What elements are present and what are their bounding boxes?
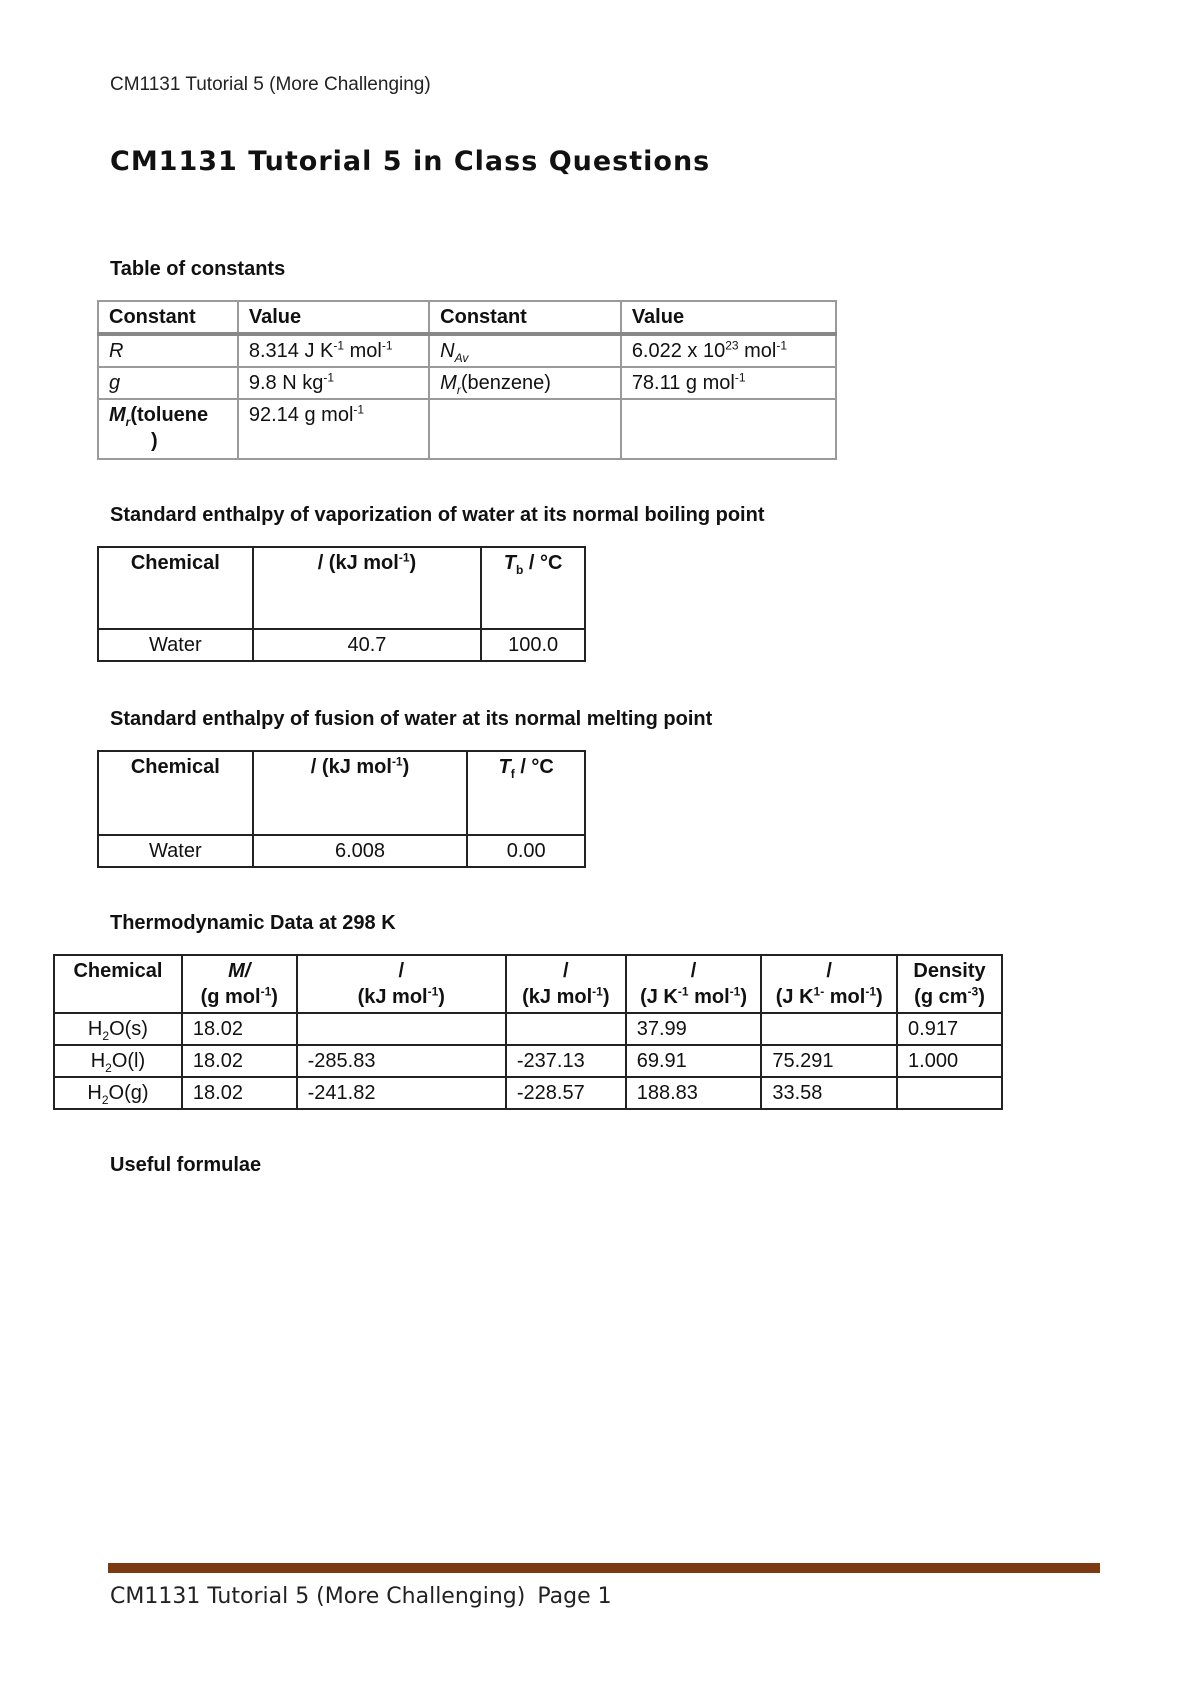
footer-divider [108, 1563, 1100, 1573]
gibbs-cell [506, 1013, 626, 1045]
chemical-cell: $H_2O(s)$ [54, 1013, 182, 1045]
gibbs-cell: -237.13 [506, 1045, 626, 1077]
fusion-table [97, 750, 586, 868]
enthalpy-cell: 6.008 [253, 835, 468, 867]
header-cell: M/ (g mol$^{-1}$) [182, 955, 297, 1013]
header-cell: $T_f / ^\circ C$ [467, 751, 585, 835]
entropy-cell: 37.99 [626, 1013, 762, 1045]
formulae-heading: Useful formulae [110, 1154, 262, 1176]
chemical-cell: $H_2O(g)$ [54, 1077, 182, 1109]
enthalpy-cell: 40.7 [253, 629, 482, 661]
constants-heading: Table of constants [110, 258, 286, 280]
heat-capacity-cell: 75.291 [761, 1045, 897, 1077]
header-cell: / (kJ mol$^{-1}$) [297, 955, 506, 1013]
header-cell: / (kJ mol$^{-1}$) [253, 547, 482, 629]
heat-capacity-cell [761, 1013, 897, 1045]
value-cell: 9.8 N $kg^{-1}$ [238, 367, 429, 399]
constant-cell: R [98, 334, 238, 367]
value-cell: 78.11 g mol$^{-1}$ [621, 367, 836, 399]
chemical-cell: $H_2O(l)$ [54, 1045, 182, 1077]
table-row [98, 835, 585, 867]
chemical-cell: Water [98, 835, 253, 867]
enthalpy-cell [297, 1013, 506, 1045]
enthalpy-cell: -285.83 [297, 1045, 506, 1077]
value-cell: 8.314 J $K^{-1}$ mol$^{-1}$ [238, 334, 429, 367]
header-cell: Density (g $cm^{-3}$) [897, 955, 1002, 1013]
empty-cell [621, 399, 836, 459]
constants-table [97, 300, 837, 460]
constant-cell: $M_r(benzene)$ [429, 367, 621, 399]
entropy-cell: 69.91 [626, 1045, 762, 1077]
vaporization-table [97, 546, 586, 662]
chemical-cell: Water [98, 629, 253, 661]
header-cell: $T_b / ^\circ C$ [481, 547, 585, 629]
constant-cell: $N_{Av}$ [429, 334, 621, 367]
page-footer [110, 1584, 612, 1609]
molar-mass-cell: 18.02 [182, 1013, 297, 1045]
temperature-cell: 100.0 [481, 629, 585, 661]
table-row [98, 367, 836, 399]
page-number: Page 1 [537, 1584, 612, 1609]
density-cell: 0.917 [897, 1013, 1002, 1045]
table-row [54, 1077, 1002, 1109]
header-cell: Value [621, 301, 836, 334]
molar-mass-cell: 18.02 [182, 1045, 297, 1077]
footer-text: CM1131 Tutorial 5 (More Challenging) [110, 1584, 526, 1609]
empty-cell [429, 399, 621, 459]
gibbs-cell: -228.57 [506, 1077, 626, 1109]
table-header-row [54, 955, 1002, 1013]
enthalpy-cell: -241.82 [297, 1077, 506, 1109]
header-cell: / (kJ mol$^{-1}$) [506, 955, 626, 1013]
header-cell: Constant [98, 301, 238, 334]
table-row [54, 1045, 1002, 1077]
value-cell: 6.022 x $10^{23}$ mol$^{-1}$ [621, 334, 836, 367]
header-cell: / (kJ mol$^{-1}$) [253, 751, 468, 835]
header-cell: / (J $K^{1-}$ mol$^{-1}$) [761, 955, 897, 1013]
header-cell: / (J $K^{-1}$ mol$^{-1}$) [626, 955, 762, 1013]
molar-mass-cell: 18.02 [182, 1077, 297, 1109]
header-cell: Chemical [98, 751, 253, 835]
constant-cell: g [98, 367, 238, 399]
table-header-row [98, 301, 836, 334]
header-cell: Chemical [98, 547, 253, 629]
thermo-heading: Thermodynamic Data at 298 K [110, 912, 396, 934]
thermo-table [53, 954, 1003, 1110]
table-row [98, 629, 585, 661]
table-row [98, 334, 836, 367]
constant-cell: $M_r(toluene$ ) [98, 399, 238, 459]
fusion-heading: Standard enthalpy of fusion of water at its normal melting point [110, 708, 713, 730]
page-title: CM1131 Tutorial 5 in Class Questions [110, 146, 711, 177]
header-cell: Constant [429, 301, 621, 334]
header-cell: Chemical [54, 955, 182, 1013]
entropy-cell: 188.83 [626, 1077, 762, 1109]
density-cell: 1.000 [897, 1045, 1002, 1077]
table-row [98, 399, 836, 459]
density-cell [897, 1077, 1002, 1109]
table-row [54, 1013, 1002, 1045]
heat-capacity-cell: 33.58 [761, 1077, 897, 1109]
table-header-row [98, 547, 585, 629]
header-cell: Value [238, 301, 429, 334]
table-header-row [98, 751, 585, 835]
temperature-cell: 0.00 [467, 835, 585, 867]
page-header: CM1131 Tutorial 5 (More Challenging) [110, 74, 431, 95]
vaporization-heading: Standard enthalpy of vaporization of water at its normal boiling point [110, 504, 765, 526]
value-cell: 92.14 g mol$^{-1}$ [238, 399, 429, 459]
